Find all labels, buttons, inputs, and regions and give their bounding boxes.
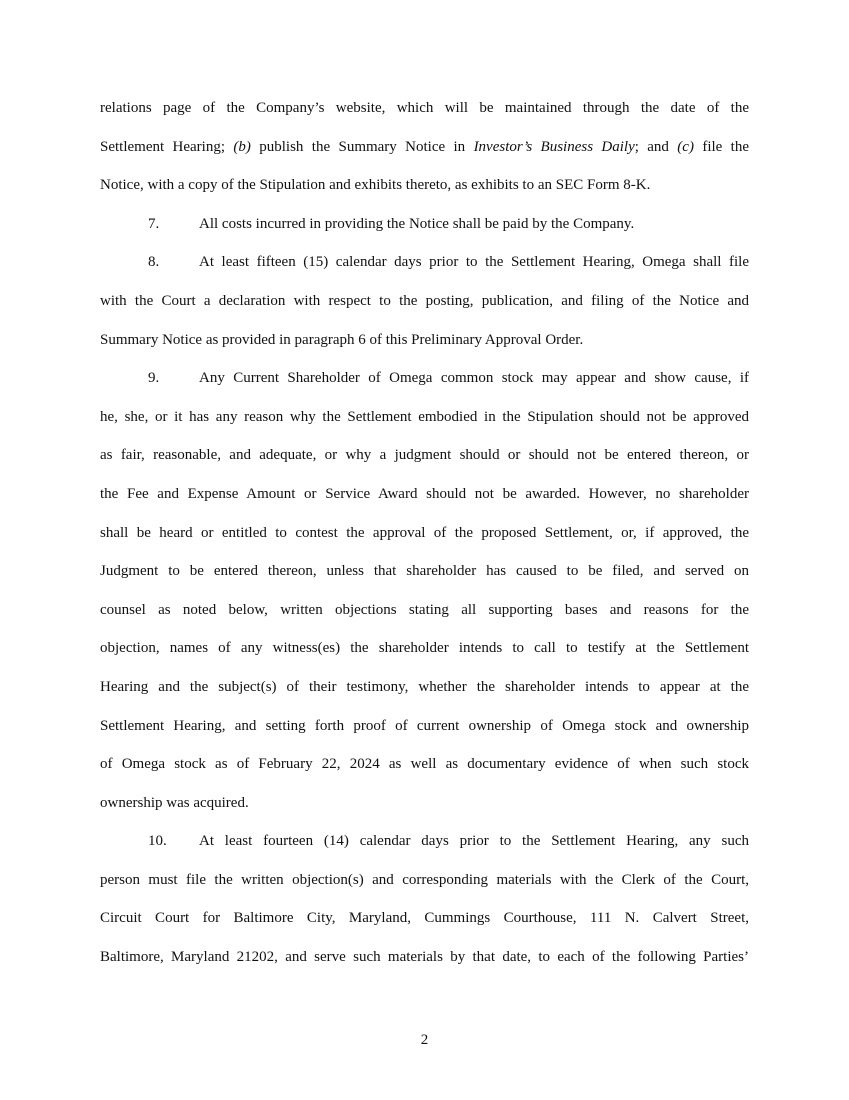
text-run: Settlement Hearing, and setting forth proof of current ownership of Omega stock and ownership [100, 717, 749, 734]
paragraph-number: 7. [148, 215, 160, 232]
text-line [100, 707, 749, 746]
text-line [100, 243, 749, 282]
text-line [100, 629, 749, 668]
paragraph-number: 8. [148, 254, 160, 271]
text-line [100, 436, 749, 475]
text-run: Judgment to be entered thereon, unless that shareholder has caused to be filed, and served on [100, 563, 749, 580]
text-line [100, 552, 749, 591]
text-line [100, 745, 749, 784]
text-run: objection, names of any witness(es) the shareholder intends to call to testify at the Settlement [100, 640, 749, 657]
text-line [100, 475, 749, 514]
italic-text: (c) [677, 138, 694, 155]
text-run: ; and [634, 138, 678, 155]
text-run: of Omega stock as of February 22, 2024 as well as documentary evidence of when such stock [100, 756, 749, 773]
text-line [100, 822, 749, 861]
document-body [100, 89, 749, 977]
italic-text: Investor’s Business Daily [473, 138, 635, 155]
text-line [100, 282, 749, 321]
paragraph-number: 9. [148, 370, 160, 387]
text-run: as fair, reasonable, and adequate, or why a judgment should or should not be entered thereon, or [100, 447, 749, 464]
text-line [100, 861, 749, 900]
text-line [100, 899, 749, 938]
text-run: Notice, with a copy of the Stipulation and exhibits thereto, as exhibits to an SEC Form 8-K. [100, 177, 651, 194]
text-run: relations page of the Company’s website, which will be maintained through the date of the [100, 100, 749, 116]
text-line [100, 321, 749, 360]
text-run: Circuit Court for Baltimore City, Maryland, Cummings Courthouse, 111 N. Calvert Street, [100, 910, 749, 927]
text-line [100, 591, 749, 630]
italic-text: (b) [233, 138, 251, 155]
text-line [100, 398, 749, 437]
text-line [100, 128, 749, 167]
text-run: shall be heard or entitled to contest the approval of the proposed Settlement, or, if approved, the [100, 524, 749, 541]
text-run: Any Current Shareholder of Omega common stock may appear and show cause, if [199, 370, 749, 387]
text-run: person must file the written objection(s) and corresponding materials with the Clerk of the Court, [100, 871, 749, 888]
text-run: All costs incurred in providing the Notice shall be paid by the Company. [199, 215, 635, 232]
text-run: Baltimore, Maryland 21202, and serve such materials by that date, to each of the following Parties’ [100, 949, 749, 966]
text-run: At least fourteen (14) calendar days prior to the Settlement Hearing, any such [199, 833, 749, 850]
text-run: Hearing and the subject(s) of their testimony, whether the shareholder intends to appear at the [100, 678, 749, 695]
text-run: he, she, or it has any reason why the Settlement embodied in the Stipulation should not be approved [100, 408, 749, 425]
paragraph-number: 10. [148, 833, 167, 850]
text-run: Settlement Hearing; [100, 138, 234, 155]
text-line [100, 668, 749, 707]
page-number: 2 [420, 1032, 429, 1048]
text-run: At least fifteen (15) calendar days prior to the Settlement Hearing, Omega shall file [199, 254, 749, 271]
text-line [100, 89, 749, 128]
text-run: publish the Summary Notice in [250, 138, 474, 155]
text-line [100, 166, 749, 205]
text-run: ownership was acquired. [100, 794, 249, 811]
text-run: the Fee and Expense Amount or Service Award should not be awarded. However, no shareholder [100, 485, 749, 502]
text-line [100, 784, 749, 823]
text-run: file the [693, 138, 749, 155]
text-run: Summary Notice as provided in paragraph 6 of this Preliminary Approval Order. [100, 331, 584, 348]
text-run: counsel as noted below, written objections stating all supporting bases and reasons for the [100, 601, 749, 618]
text-line [100, 938, 749, 977]
text-run: with the Court a declaration with respect to the posting, publication, and filing of the Notice and [100, 292, 749, 309]
text-line [100, 359, 749, 398]
text-line [100, 514, 749, 553]
text-line [100, 205, 749, 244]
